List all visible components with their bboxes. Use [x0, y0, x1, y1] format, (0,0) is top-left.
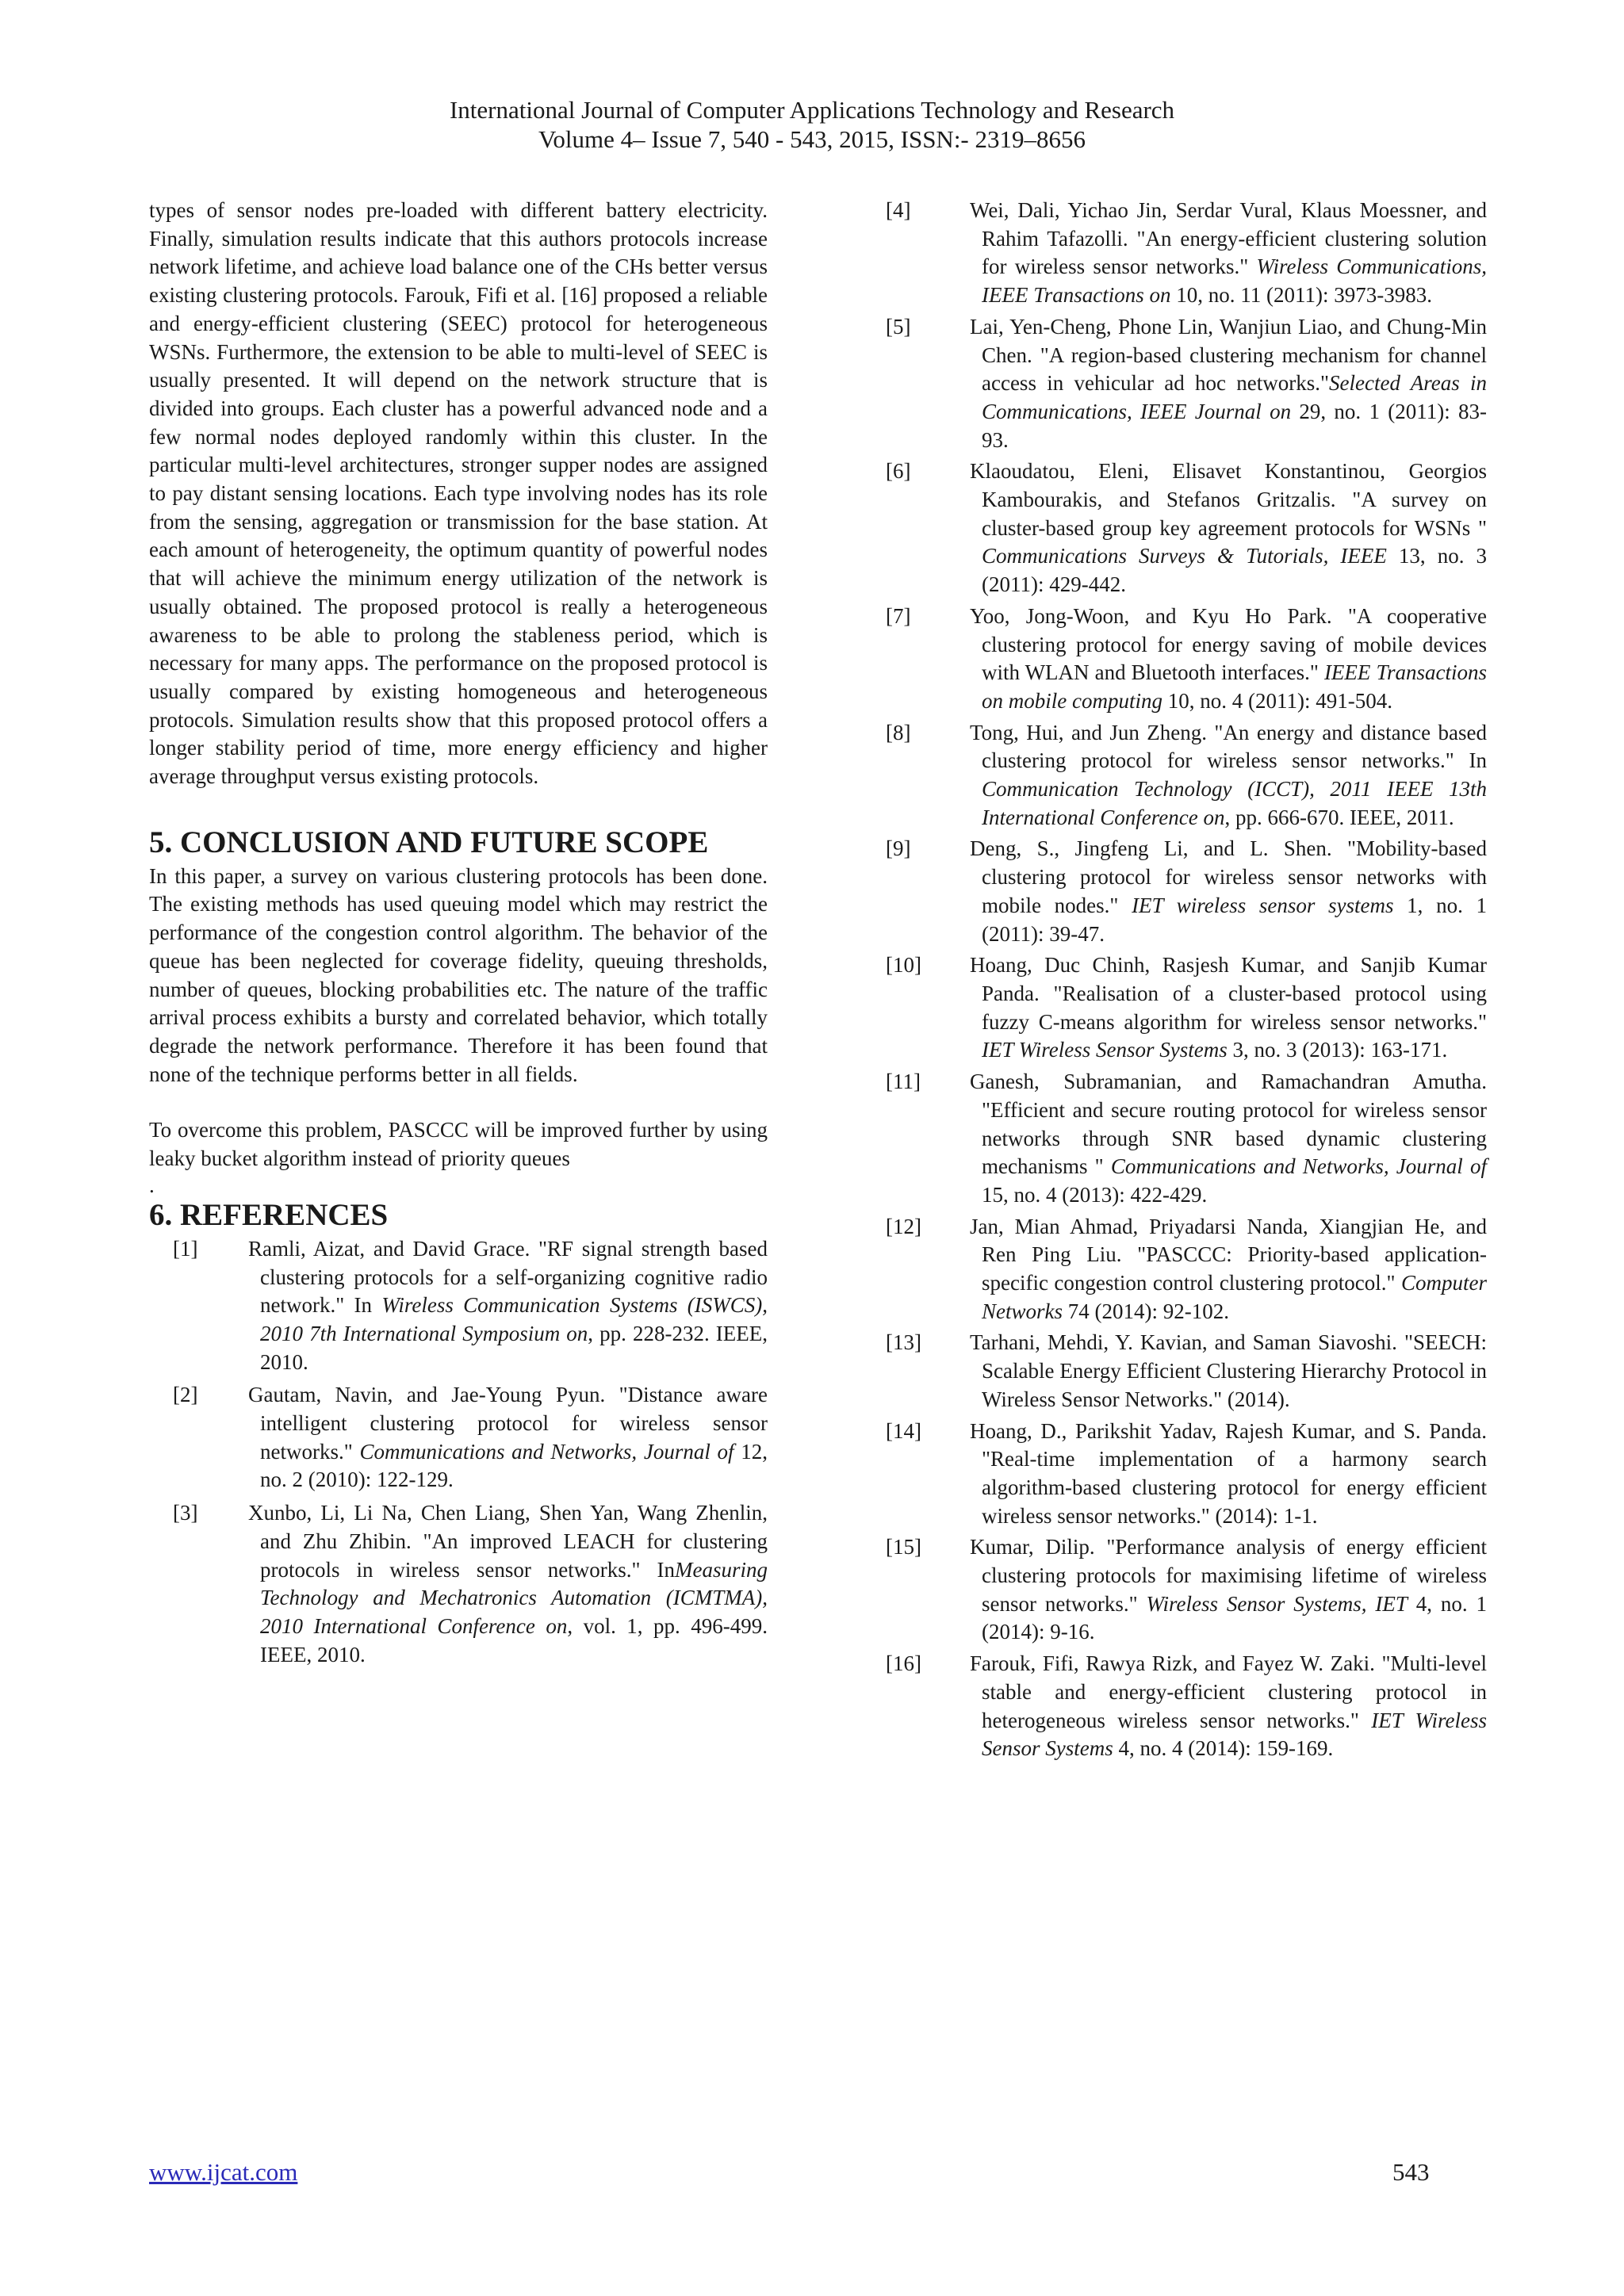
reference-item: [7] Yoo, Jong-Woon, and Kyu Ho Park. "A cooperative clustering protocol for energy saving of mobile devices with WLAN and Bluetooth interfaces." IEEE Transactions on mobile computing 10, no. 4 (2011): 491-504.: [886, 603, 1487, 713]
journal-title: International Journal of Computer Applications Technology and Research: [449, 96, 1175, 124]
right-column: [886, 197, 1487, 1763]
reference-item: [15] Kumar, Dilip. "Performance analysis of energy efficient clustering protocols for maximising lifetime of wireless sensor networks." Wireless Sensor Systems, IET 4, no. 1 (2014): 9-16.: [886, 1535, 1487, 1644]
reference-item: [14] Hoang, D., Parikshit Yadav, Rajesh Kumar, and S. Panda. "Real-time implementation of a harmony search algorithm-based clustering protocol for energy efficient wireless sensor networks." (2014): 1-1.: [886, 1418, 1487, 1528]
section-heading-references: 6. REFERENCES: [149, 1197, 389, 1232]
section-heading-conclusion: 5. CONCLUSION AND FUTURE SCOPE: [149, 825, 709, 859]
reference-number: [16]: [886, 1651, 921, 1676]
reference-list-left: [149, 1235, 768, 1670]
reference-number: [5]: [886, 314, 911, 339]
reference-number: [1]: [173, 1236, 198, 1261]
reference-item: [8] Tong, Hui, and Jun Zheng. "An energy and distance based clustering protocol for wireless sensor networks." In Communication Technology (ICCT), 2011 IEEE 13th International Conference on, pp. 666-670. IEEE, 2011.: [886, 720, 1487, 829]
reference-item: [9] Deng, S., Jingfeng Li, and L. Shen. "Mobility-based clustering protocol for wireless sensor networks with mobile nodes." IET wireless sensor systems 1, no. 1 (2011): 39-47.: [886, 836, 1487, 946]
reference-number: [13]: [886, 1330, 921, 1355]
reference-item: [6] Klaoudatou, Eleni, Elisavet Konstantinou, Georgios Kambourakis, and Stefanos Gritzalis. "A survey on cluster-based group key agreement protocols for WSNs " Communications Surveys & Tutorials, IEEE 13, no. 3 (2011): 429-442.: [886, 459, 1488, 597]
stray-period: .: [149, 1173, 155, 1197]
reference-item: [4] Wei, Dali, Yichao Jin, Serdar Vural, Klaus Moessner, and Rahim Tafazolli. "An energy-efficient clustering solution for wireless sensor networks." Wireless Communications, IEEE Transactions on 10, no. 11 (2011): 3973-3983.: [886, 198, 1487, 308]
conclusion-paragraph: In this paper, a survey on various clustering protocols has been done. The existing methods has used queuing model which may restrict the performance of the congestion control algorithm. The behavior of the queue has been neglected for coverage fidelity, queuing thresholds, number of queues, blocking probabilities etc. The nature of the traffic arrival process exhibits a bursty and correlated behavior, which totally degrade the network performance. Therefore it has been found that none of the technique performs better in all fields.: [149, 863, 768, 1086]
reference-number: [2]: [173, 1383, 198, 1407]
journal-header: [0, 95, 1624, 154]
journal-website-link[interactable]: www.ijcat.com: [149, 2158, 298, 2186]
reference-number: [11]: [886, 1070, 921, 1094]
reference-number: [6]: [886, 459, 911, 484]
reference-item: [5] Lai, Yen-Cheng, Phone Lin, Wanjiun Liao, and Chung-Min Chen. "A region-based clustering mechanism for channel access in vehicular ad hoc networks."Selected Areas in Communications, IEEE Journal on 29, no. 1 (2011): 83-93.: [886, 314, 1487, 452]
reference-item: [2] Gautam, Navin, and Jae-Young Pyun. "Distance aware intelligent clustering protocol for wireless sensor networks." Communications and Networks, Journal of 12, no. 2 (2010): 122-129.: [173, 1383, 768, 1492]
left-column: [149, 197, 768, 1669]
journal-issue-info: Volume 4– Issue 7, 540 - 543, 2015, ISSN:- 2319–8656: [538, 125, 1086, 153]
reference-number: [8]: [886, 720, 911, 744]
reference-item: [11] Ganesh, Subramanian, and Ramachandran Amutha. "Efficient and secure routing protocol for wireless sensor networks through SNR based dynamic clustering mechanisms " Communications and Networks, Journal of 15, no. 4 (2013): 422-429.: [886, 1070, 1488, 1207]
reference-item: [10] Hoang, Duc Chinh, Rasjesh Kumar, and Sanjib Kumar Panda. "Realisation of a cluster-based protocol using fuzzy C-means algorithm for wireless sensor networks." IET Wireless Sensor Systems 3, no. 3 (2013): 163-171.: [886, 953, 1487, 1062]
intro-paragraph: types of sensor nodes pre-loaded with different battery electricity. Finally, simulation results indicate that this authors protocols increase network lifetime, and achieve load balance one of the CHs better versus existing clustering protocols. Farouk, Fifi et al. [16] proposed a reliable and energy-efficient clustering (SEEC) protocol for heterogeneous WSNs. Furthermore, the extension to be able to multi-level of SEEC is usually presented. It will depend on the network structure that is divided into groups. Each cluster has a powerful advanced node and a few normal nodes deployed randomly within this cluster. In the particular multi-level architectures, stronger supper nodes are assigned to pay distant sensing locations. Each type involving nodes has its role from the sensing, aggregation or transmission for the base station. At each amount of heterogeneity, the optimum quantity of powerful nodes that will achieve the minimum energy utilization of the network is usually obtained. The proposed protocol is really a heterogeneous awareness to be able to prolong the stableness period, which is necessary for many apps. The performance on the proposed protocol is usually compared by existing homogeneous and heterogeneous protocols. Simulation results show that this proposed protocol offers a longer stability period of time, more energy efficiency and higher average throughput versus existing protocols.: [149, 198, 768, 789]
reference-number: [3]: [173, 1501, 198, 1525]
reference-list-right: [886, 197, 1487, 1763]
reference-number: [7]: [886, 603, 911, 628]
reference-item: [12] Jan, Mian Ahmad, Priyadarsi Nanda, Xiangjian He, and Ren Ping Liu. "PASCCC: Priority-based application-specific congestion control clustering protocol." Computer Networks 74 (2014): 92-102.: [886, 1214, 1487, 1323]
reference-number: [12]: [886, 1214, 921, 1238]
reference-number: [4]: [886, 198, 911, 222]
reference-item: [13] Tarhani, Mehdi, Y. Kavian, and Saman Siavoshi. "SEECH: Scalable Energy Efficient Clustering Hierarchy Protocol in Wireless Sensor Networks." (2014).: [886, 1330, 1487, 1411]
reference-item: [3] Xunbo, Li, Li Na, Chen Liang, Shen Yan, Wang Zhenlin, and Zhu Zhibin. "An improved LEACH for clustering protocols in wireless sensor networks." InMeasuring Technology and Mechatronics Automation (ICMTMA), 2010 International Conference on, vol. 1, pp. 496-499. IEEE, 2010.: [173, 1501, 768, 1667]
reference-number: [15]: [886, 1535, 921, 1559]
reference-number: [9]: [886, 836, 911, 861]
reference-item: [1] Ramli, Aizat, and David Grace. "RF signal strength based clustering protocols for a self-organizing cognitive radio network." In Wireless Communication Systems (ISWCS), 2010 7th International Symposium on, pp. 228-232. IEEE, 2010.: [173, 1236, 768, 1374]
page-number: 543: [1392, 2158, 1430, 2186]
reference-item: [16] Farouk, Fifi, Rawya Rizk, and Fayez W. Zaki. "Multi-level stable and energy-efficient clustering protocol in heterogeneous wireless sensor networks." IET Wireless Sensor Systems 4, no. 4 (2014): 159-169.: [886, 1651, 1487, 1761]
reference-number: [10]: [886, 953, 921, 978]
future-scope-paragraph: To overcome this problem, PASCCC will be improved further by using leaky bucket algorithm instead of priority queues: [149, 1118, 768, 1171]
reference-number: [14]: [886, 1418, 921, 1443]
